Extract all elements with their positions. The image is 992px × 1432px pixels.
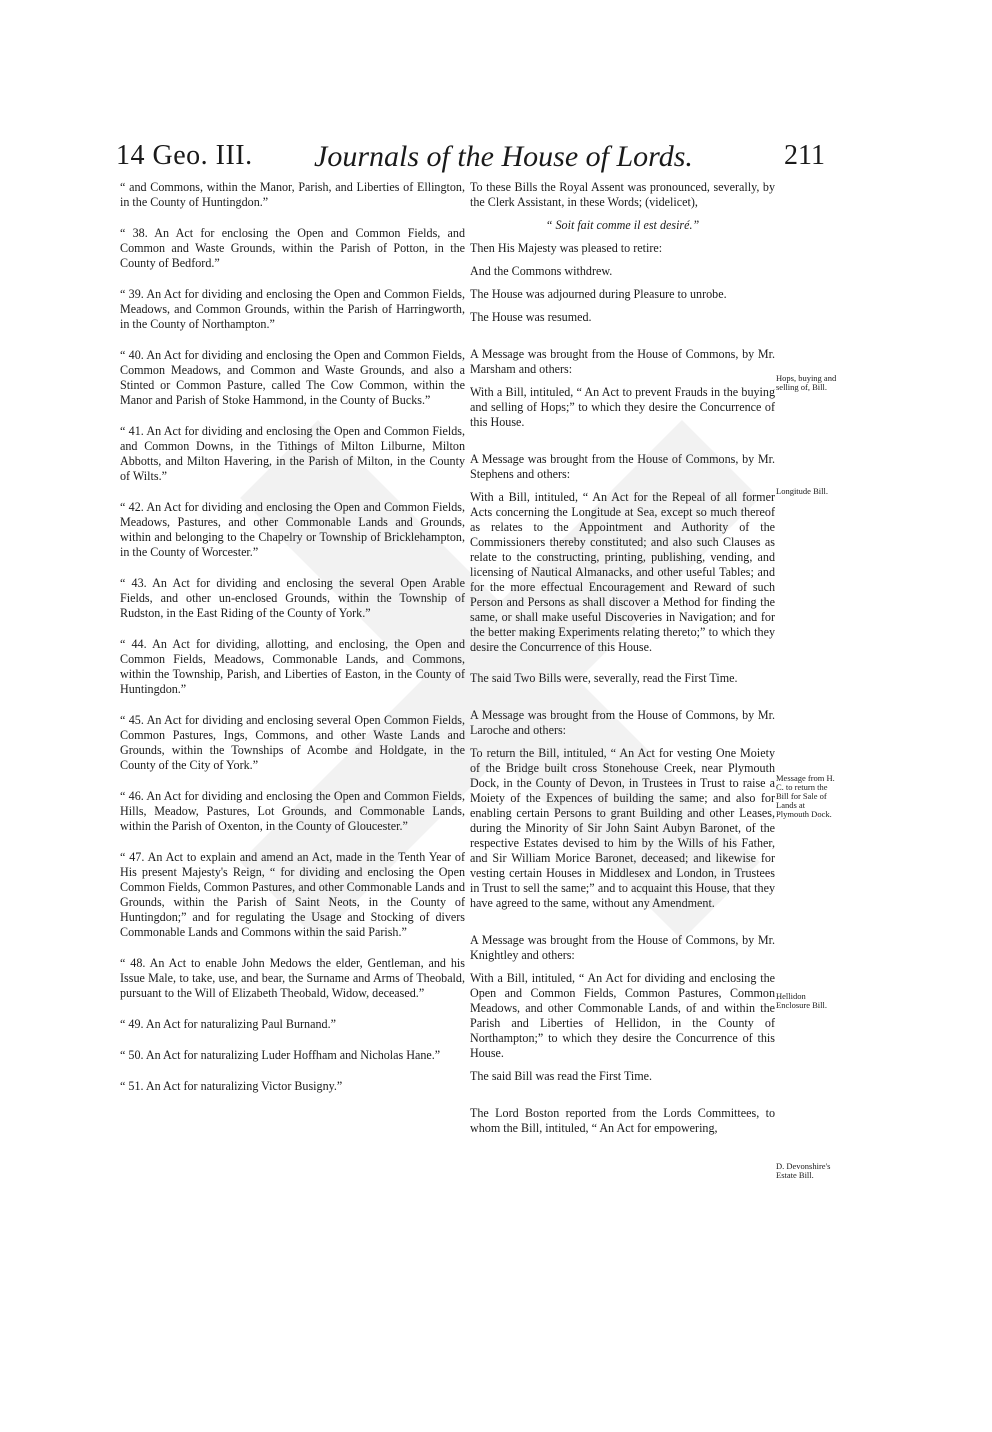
- journal-title: Journals of the House of Lords.: [314, 140, 693, 173]
- bill-text: To return the Bill, intituled, “ An Act for vesting One Moiety of the Bridge built cross Stonehouse Creek, near Plymouth Dock, in the County of Devon, in Trustees in Trust to raise a Moiety of the Expences of building the same; and also for enabling certain Persons to grant Building and other Leases, during the Minority of Sir John Saint Aubyn Baronet, of the respective Estates devised to him by the Wills of his Father, and Sir William Morice Baronet, deceased; and likewise for vesting certain Houses in Middlesex and London, in Trustees in Trust to sell the same;” and to acquaint this House, that they have agreed to the same, without any Amendment.: [470, 746, 775, 910]
- proceeding-text: The House was adjourned during Pleasure to unrobe.: [470, 287, 727, 301]
- act-entry: “ 41. An Act for dividing and enclosing the Open and Common Fields, and Common Downs, in the Tithings of Milton Lilburne, Milton Abbotts, and Milton Havering, in the Parish of Milton, in the County of Wilts.”: [120, 424, 465, 483]
- act-entry: “ 38. An Act for enclosing the Open and Common Fields, and Common and Waste Grounds, within the Parish of Potton, in the County of Bedford.”: [120, 226, 465, 270]
- proceeding-text: And the Commons withdrew.: [470, 264, 613, 278]
- margin-note-plymouth: Message from H. C. to return the Bill for Sale of Lands at Plymouth Dock.: [776, 773, 835, 819]
- assent-formula: “ Soit fait comme il est desiré.”: [545, 218, 700, 232]
- royal-assent-text: To these Bills the Royal Assent was pronounced, severally, by the Clerk Assistant, in these Words; (videlicet),: [470, 180, 775, 209]
- proceeding-text: The said Two Bills were, severally, read the First Time.: [470, 671, 738, 685]
- proceeding-text: The House was resumed.: [470, 310, 592, 324]
- margin-note-devonshire: D. Devonshire's Estate Bill.: [776, 1161, 831, 1180]
- act-entry: “ 50. An Act for naturalizing Luder Hoffham and Nicholas Hane.”: [120, 1048, 441, 1062]
- act-entry: “ 49. An Act for naturalizing Paul Burnand.”: [120, 1017, 336, 1031]
- right-column: [470, 180, 775, 1152]
- margin-note-hops: Hops, buying and selling of, Bill.: [776, 373, 837, 392]
- act-entry: “ 45. An Act for dividing and enclosing several Open Common Fields, Common Pastures, Ings, Commons, and other Waste Lands and Grounds, within the Townships of Acombe and Holdgate, in the County of the City of York.”: [120, 713, 465, 772]
- act-entry: “ 47. An Act to explain and amend an Act, made in the Tenth Year of His present Majesty's Reign, “ for dividing and enclosing the Open Common Fields, Common Pastures, and other Commonable Lands and Grounds, within the Parish of Saint Neots, in the County of Huntingdon;” and for regulating the Usage and Stocking of divers Commonable Lands and Commons within the said Parish.”: [120, 850, 465, 939]
- report-text: The Lord Boston reported from the Lords Committees, to whom the Bill, intituled, “ An Act for empowering,: [470, 1106, 775, 1135]
- act-entry: “ 48. An Act to enable John Medows the elder, Gentleman, and his Issue Male, to take, use, and bear, the Surname and Arms of Theobald, pursuant to the Will of Elizabeth Theobald, Widow, deceased.”: [120, 956, 465, 1000]
- message-text: A Message was brought from the House of Commons, by Mr. Laroche and others:: [470, 708, 775, 737]
- act-entry: “ 43. An Act for dividing and enclosing the several Open Arable Fields, and other un-enclosed Grounds, within the Township of Rudston, in the East Riding of the County of York.”: [120, 576, 465, 620]
- act-entry: “ 40. An Act for dividing and enclosing the Open and Common Fields, Common Meadows, and Common and Waste Grounds, and also a Stinted or Common Pasture, called The Cow Common, within the Manor and Parish of Stoke Hammond, in the County of Bucks.”: [120, 348, 465, 407]
- proceeding-text: The said Bill was read the First Time.: [470, 1069, 653, 1083]
- message-text: A Message was brought from the House of Commons, by Mr. Knightley and others:: [470, 933, 775, 962]
- message-text: A Message was brought from the House of Commons, by Mr. Marsham and others:: [470, 347, 775, 376]
- margin-note-longitude: Longitude Bill.: [776, 486, 828, 496]
- regnal-year: 14 Geo. III.: [116, 140, 253, 171]
- act-entry: “ 46. An Act for dividing and enclosing the Open and Common Fields, Hills, Meadow, Pastures, Lot Grounds, and Commonable Lands, within the Parish of Oxenton, in the County of Gloucester.”: [120, 789, 465, 833]
- message-text: A Message was brought from the House of Commons, by Mr. Stephens and others:: [470, 452, 775, 481]
- act-entry: “ 44. An Act for dividing, allotting, and enclosing, the Open and Common Fields, Meadows, Commonable Lands, and Commons, within the Township, Parish, and Liberties of Easton, in the County of Huntingdon.”: [120, 637, 465, 696]
- bill-text: With a Bill, intituled, “ An Act for dividing and enclosing the Open and Common Fields, Common Pastures, Common Meadows, and other Commonable Lands, of and within the Parish and Liberties of Hellidon, in the County of Northampton;” to which they desire the Concurrence of this House.: [470, 971, 775, 1060]
- margin-note-hellidon: Hellidon Enclosure Bill.: [776, 991, 827, 1010]
- page-header: [0, 140, 992, 180]
- act-entry: “ 39. An Act for dividing and enclosing the Open and Common Fields, Meadows, and Common Grounds, within the Parish of Harringworth, in the County of Northampton.”: [120, 287, 465, 331]
- bill-text: With a Bill, intituled, “ An Act to prevent Frauds in the buying and selling of Hops;” to which they desire the Concurrence of this House.: [470, 385, 775, 429]
- proceeding-text: Then His Majesty was pleased to retire:: [470, 241, 663, 255]
- act-entry: “ 42. An Act for dividing and enclosing the Open and Common Fields, Meadows, Pastures, and other Commonable Lands and Grounds, within and belonging to the Chapelry or Township of Bricklehampton, in the County of Worcester.”: [120, 500, 465, 559]
- bill-text: With a Bill, intituled, “ An Act for the Repeal of all former Acts concerning the Longitude at Sea, except so much thereof as relates to the Appointment and Authority of the Commissioners thereby constituted; and also such Clauses as relate to the constructing, printing, publishing, vending, and licensing of Nautical Almanacks, and other useful Tables; and for the more effectual Encouragement and Reward of such Person and Persons as shall discover a Method for finding the same, or shall make useful Discoveries in Navigation; and for the better making Experiments relating thereto;” to which they desire the Concurrence of this House.: [470, 490, 775, 654]
- act-entry: “ and Commons, within the Manor, Parish, and Liberties of Ellington, in the County of Huntingdon.”: [120, 180, 465, 209]
- act-entry: “ 51. An Act for naturalizing Victor Busigny.”: [120, 1079, 343, 1093]
- left-column: [120, 180, 465, 1110]
- page-number: 211: [784, 140, 825, 171]
